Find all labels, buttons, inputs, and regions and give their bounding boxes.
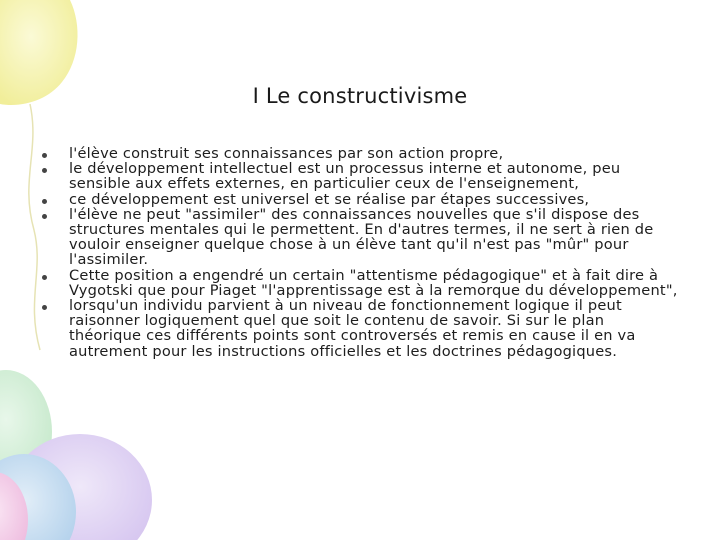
bullet-text: l'élève ne peut "assimiler" des connaissances nouvelles que s'il dispose des structures mentales qui le permettent. En d'autres termes, il ne sert à rien de vouloir enseigner quelque chose à un élève tant qu'il n'est pas "mûr" pour l'assimiler. — [69, 205, 654, 269]
bullet-icon — [42, 214, 47, 219]
bullet-item — [40, 161, 680, 191]
bullet-icon — [42, 305, 47, 310]
slide-title: I Le constructivisme — [252, 84, 468, 108]
bullet-text: Cette position a engendré un certain "attentisme pédagogique" et à fait dire à Vygotski que pour Piaget "l'apprentissage est à la remorque du développement", — [69, 266, 678, 299]
bullet-text: le développement intellectuel est un processus interne et autonome, peu sensible aux effets externes, en particulier ceux de l'enseignement, — [69, 160, 621, 193]
bullet-icon — [42, 275, 47, 280]
bullet-icon — [42, 168, 47, 173]
bullet-item — [40, 146, 680, 161]
bullet-text: lorsqu'un individu parvient à un niveau de fonctionnement logique il peut raisonner logiquement quel que soit le contenu de savoir. Si sur le plan théorique ces différents points sont controversés et remis en cause il en va autrement pour les instructions officielles et les doctrines pédagogiques. — [69, 297, 636, 360]
bullet-item — [40, 207, 680, 268]
bullet-item — [40, 268, 680, 298]
balloon-string — [29, 104, 40, 350]
bullet-item — [40, 298, 680, 359]
bullet-text: ce développement est universel et se réalise par étapes successives, — [69, 190, 590, 208]
bullet-item — [40, 192, 680, 207]
bullet-icon — [42, 153, 47, 158]
bullet-list — [40, 146, 680, 359]
bullet-icon — [42, 199, 47, 204]
bullet-text: l'élève construit ses connaissances par son action propre, — [69, 145, 504, 162]
